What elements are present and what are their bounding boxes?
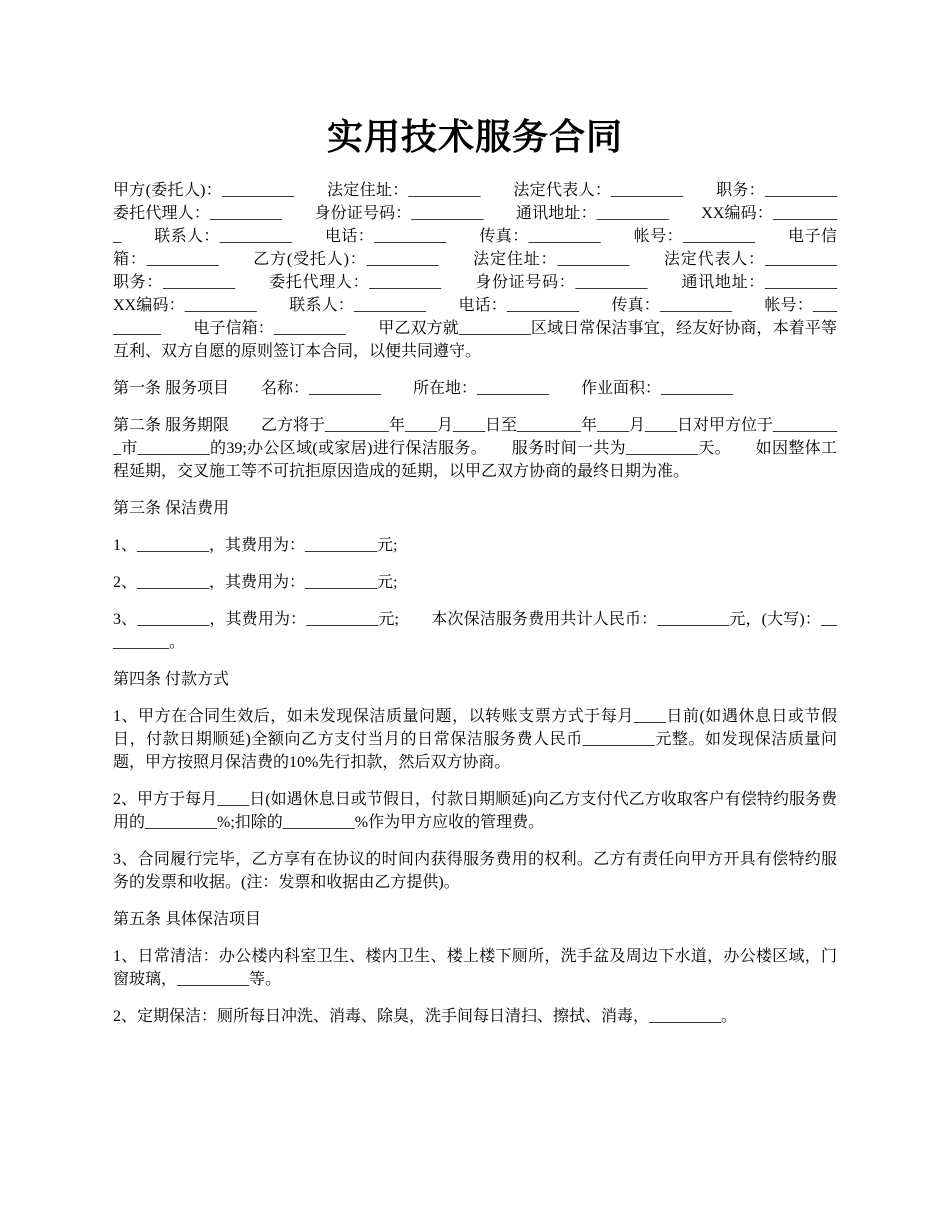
article-4-item-2: 2、甲方于每月____日(如遇休息日或节假日，付款日期顺延)向乙方支付代乙方收取客户有偿特约服务费用的_________%;扣除的_________%作为甲方应收的管理费。 [113, 791, 837, 831]
article-2-service-period: 第二条 服务期限 乙方将于________年____月____日至________年____月____日对甲方位于_________市_________的39;办公区域(或家居)进行保洁服务。 服务时间一共为_________天。 如因整体工程延期，交叉施工等不可抗拒原因造成的延期，以甲乙双方协商的最终日期为准。 [113, 417, 838, 480]
article-5-heading: 第五条 具体保洁项目 [113, 911, 262, 928]
document-title: 实用技术服务合同 [326, 117, 623, 157]
article-4-heading: 第四条 付款方式 [113, 671, 230, 688]
article-3-item-1: 1、_________，其费用为：_________元; [113, 537, 398, 554]
article-3-item-2: 2、_________，其费用为：_________元; [113, 574, 398, 591]
article-4-item-1: 1、甲方在合同生效后，如未发现保洁质量问题，以转账支票方式于每月____日前(如遇休息日或节假日，付款日期顺延)全额向乙方支付当月的日常保洁服务费人民币_________元整。如发现保洁质量问题，甲方按照月保洁费的10%先行扣款，然后双方协商。 [113, 708, 837, 771]
article-4-item-3: 3、合同履行完毕，乙方享有在协议的时间内获得服务费用的权利。乙方有责任向甲方开具有偿特约服务的发票和收据。(注：发票和收据由乙方提供)。 [113, 851, 837, 891]
parties-paragraph: 甲方(委托人)：_________ 法定住址：_________ 法定代表人：_________ 职务：_________ 委托代理人：_________ 身份证号码：_________ 通讯地址：_________ XX编码：_________ 联系人：_________ 电话：_________ 传真：_________ 帐号：_________ 电子信箱：_________ 乙方(受托人)：_________ 法定住址：_________ 法定代表人：_________ 职务：_________ 委托代理人：_________ 身份证号码：_________ 通讯地址：_________ XX编码：_________ 联系人：_________ 电话：_________ 传真：_________ 帐号：_________ 电子信箱：_________ 甲乙双方就_________区域日常保洁事宜，经友好协商，本着平等互利、双方自愿的原则签订本合同，以便共同遵守。 [113, 182, 870, 360]
article-5-item-1: 1、日常清洁：办公楼内科室卫生、楼内卫生、楼上楼下厕所，洗手盆及周边下水道，办公楼区域，门窗玻璃，_________等。 [113, 948, 837, 988]
article-1-service-items: 第一条 服务项目 名称：_________ 所在地：_________ 作业面积：_________ [113, 380, 734, 397]
article-3-heading: 第三条 保洁费用 [113, 500, 230, 517]
article-5-item-2: 2、定期保洁：厕所每日冲洗、消毒、除臭，洗手间每日清扫、擦拭、消毒，_________。 [113, 1008, 738, 1025]
article-3-item-3: 3、_________，其费用为：_________元; 本次保洁服务费用共计人民币：_________元，(大写)：_________。 [113, 611, 837, 651]
contract-page [113, 0, 870, 1028]
